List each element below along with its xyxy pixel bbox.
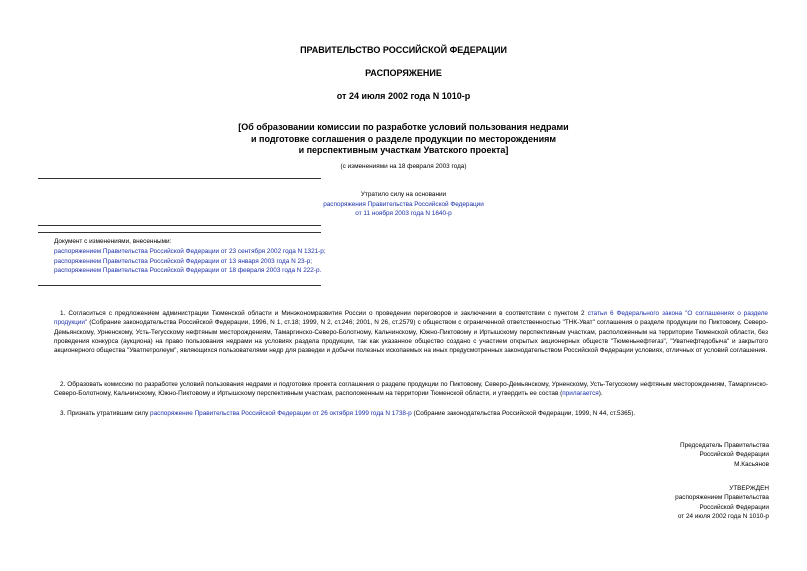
amending-act-link[interactable]: распоряжением Правительства Российской Федерации от 18 февраля 2003 года N 222-р. (54, 266, 322, 274)
doc-title-line: [Об образовании комиссии по разработке условий пользования недрами (238, 122, 569, 132)
divider (38, 225, 321, 226)
amending-act-link[interactable]: распоряжением Правительства Российской Федерации от 23 сентября 2002 года N 1321-р; (54, 248, 326, 256)
paragraph-text: (Собрание законодательства Российской Федерации, 1999, N 44, ст.5365). (411, 410, 636, 417)
paragraph-3 (54, 409, 768, 418)
approved-line: Российской Федерации (699, 503, 769, 511)
paragraph-text: ). (598, 390, 603, 398)
approved-line: УТВЕРЖДЕН (729, 485, 769, 492)
approved-block (675, 484, 769, 521)
paragraph-2 (54, 380, 768, 399)
signature-line: М.Касьянов (734, 460, 769, 468)
repealing-act-link-line: от 11 ноября 2003 года N 1640-р (355, 210, 452, 218)
signature-block (680, 441, 769, 469)
attachment-link[interactable]: прилагается (562, 390, 599, 398)
doc-title-line: и перспективным участкам Уватского проекта] (298, 145, 509, 155)
signature-line: Российской Федерации (699, 451, 769, 459)
divider (38, 232, 321, 233)
federal-law-link[interactable]: статьи 6 Федерального закона "О соглашениях о разделе продукции" (54, 310, 768, 327)
changes-intro: Документ с изменениями, внесенными: (54, 238, 172, 245)
paragraph-text: 2. Образовать комиссию по разработке условий пользования недрами и подготовке проекта соглашения о разделе продукции по Пиктовому, Северо-Демьянскому, Урненскому, Усть-Тегусскому нефтяным месторождениям, Тамаргинско-Северо-Болотному, Кальчинскому, Южно-Пиктовому и Иртышскому перспективным участкам, расположенным на территории Тюменской области, и утвердить ее состав ( (54, 381, 768, 398)
repealed-act-link[interactable]: распоряжение Правительства Российской Федерации от 26 октября 1999 года N 1738-р (150, 410, 412, 417)
paragraph-text: (Собрание законодательства Российской Федерации, 1996, N 1, ст.18; 1999, N 2, ст.246; 2001, N 26, ст.2579) с обществом с ограниченной ответственностью "ТНК-Уват" соглашения о разделе продукции по Пиктовому, Северо-Демьянскому, Урненскому, Усть-Тегусскому нефтяным месторождениям, Тамаргинско-Северо-Болотному, Кальчинскому, Южно-Пиктовому и Иртышскому перспективным участкам, расположенным на территории Тюменской области, без проведения конкурса (аукциона) на право пользования недрами на условиях раздела продукции, так как указанное общество создано с участием открытых акционерных обществ "Тюменьнефтегаз", "Уватнефтедобыча" и закрытого акционерного общества "Уватпетролеум", являющихся пользователями недр для разведки и добычи полезных ископаемых на иных предусмотренных законодательством Российской Федерации условиях, отличных от условий соглашения. (54, 319, 768, 355)
paragraph-text: 1. Согласиться с предложением администрации Тюменской области и Минэкономразвития России о проведении переговоров и заключении в соответствии с пунктом 2 (60, 310, 588, 317)
amending-act-link[interactable]: распоряжением Правительства Российской Федерации от 13 января 2003 года N 23-р; (54, 257, 313, 265)
approved-line: от 24 июля 2002 года N 1010-р (677, 512, 769, 520)
repealed-notice: Утратило силу на основании (360, 191, 447, 198)
divider (38, 285, 321, 286)
doc-date-number: от 24 июля 2002 года N 1010-р (336, 91, 471, 101)
repealing-act-link-line: распоряжения Правительства Российской Федерации (323, 201, 484, 208)
doc-title (0, 122, 807, 157)
doc-type-heading: РАСПОРЯЖЕНИЕ (365, 68, 442, 78)
org-heading: ПРАВИТЕЛЬСТВО РОССИЙСКОЙ ФЕДЕРАЦИИ (300, 45, 507, 55)
paragraph-1 (54, 309, 768, 355)
doc-title-line: и подготовке соглашения о разделе продукции по месторождениям (250, 133, 557, 144)
amendments-note: (с изменениями на 18 февраля 2003 года) (340, 163, 467, 170)
paragraph-text: 3. Признать утратившим силу (60, 410, 151, 417)
divider (38, 178, 321, 179)
repealing-act-link[interactable] (0, 200, 807, 219)
signature-line: Председатель Правительства (680, 442, 769, 449)
approved-line: распоряжением Правительства (675, 494, 769, 502)
changes-block (54, 237, 774, 275)
